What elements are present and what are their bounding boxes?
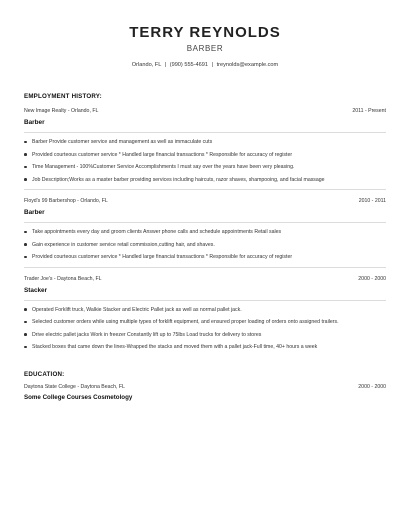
bullet-item — [24, 254, 386, 260]
job-bullets — [24, 139, 386, 183]
bullet-text: Job Description;Works as a master barber providing services including haircuts, razor shaves, shampooing, and facial massage — [32, 176, 325, 183]
bullet-icon — [24, 178, 27, 181]
resume-header — [24, 24, 386, 68]
education-degree: Some College Courses Cosmetology — [24, 394, 133, 401]
job-meta — [24, 276, 386, 282]
candidate-title: BARBER — [186, 44, 224, 53]
contact-line — [24, 62, 386, 68]
employment-heading: EMPLOYMENT HISTORY: — [24, 93, 102, 100]
divider — [24, 222, 386, 223]
job-bullets — [24, 307, 386, 351]
job-entry — [24, 276, 386, 351]
job-role: Stacker — [24, 286, 48, 294]
bullet-text: Stacked boxes that came down the lines-Wrapped the stacks and moved them with a pallet jack-Full time, 40+ hours a week — [32, 344, 318, 350]
bullet-text: Drive electric pallet jacks Work in freezer Constantly lift up to 75lbs Load trucks for delivery to stores — [32, 331, 262, 338]
job-entry — [24, 198, 386, 268]
contact-phone: (990) 555-4691 — [169, 62, 208, 68]
bullet-icon — [24, 346, 27, 349]
contact-separator: | — [164, 62, 167, 68]
bullet-icon — [24, 243, 27, 246]
bullet-icon — [24, 231, 27, 234]
candidate-name: TERRY REYNOLDS — [129, 24, 281, 41]
job-dates: 2011 - Present — [352, 108, 386, 114]
bullet-item — [24, 177, 386, 183]
job-company: Trader Joe's - Daytona Beach, FL — [24, 275, 102, 282]
bullet-icon — [24, 153, 27, 156]
bullet-text: Provided courteous customer service * Handled large financial transactions * Responsible for accuracy of register — [32, 254, 293, 260]
job-bullets — [24, 229, 386, 260]
contact-email[interactable]: treynolds@example.com — [216, 62, 279, 68]
education-meta — [24, 384, 386, 390]
contact-separator: | — [211, 62, 213, 68]
bullet-icon — [24, 141, 27, 144]
divider — [24, 189, 386, 190]
bullet-text: Barber Provide customer service and management as well as immaculate cuts — [32, 139, 213, 145]
bullet-icon — [24, 308, 27, 311]
bullet-item — [24, 307, 386, 313]
bullet-text: Time Management - 100%Customer Service Accomplishments I must say over the years have been very pleasing. — [32, 164, 295, 170]
bullet-item — [24, 344, 386, 350]
divider — [24, 300, 386, 301]
education-dates: 2000 - 2000 — [358, 384, 386, 390]
bullet-text: Gain experience in customer service retail commission,cutting hair, and shaves. — [32, 241, 215, 248]
bullet-item — [24, 332, 386, 338]
bullet-text: Take appointments every day and groom clients Answer phone calls and schedule appointments Retail sales — [32, 229, 282, 235]
bullet-item — [24, 319, 386, 325]
bullet-text: Provided courteous customer service * Handled large financial transactions * Responsible for accuracy of register — [32, 151, 293, 158]
job-role: Barber — [24, 209, 45, 216]
contact-location: Orlando, FL — [131, 62, 162, 68]
divider — [24, 132, 386, 133]
bullet-icon — [24, 321, 27, 324]
bullet-item — [24, 152, 386, 158]
bullet-item — [24, 164, 386, 170]
job-company: Floyd's 99 Barbershop - Orlando, FL — [24, 198, 108, 204]
bullet-text: Operated Forklift truck, Walkie Stacker and Electric Pallet jack as well as normal pallet jack. — [32, 306, 242, 313]
bullet-item — [24, 139, 386, 145]
bullet-icon — [24, 333, 27, 336]
job-dates: 2000 - 2000 — [358, 275, 386, 282]
bullet-icon — [24, 166, 27, 169]
bullet-icon — [24, 256, 27, 259]
job-dates: 2010 - 2011 — [358, 198, 386, 204]
divider — [24, 267, 386, 268]
job-meta — [24, 108, 386, 114]
job-entry — [24, 108, 386, 190]
bullet-item — [24, 242, 386, 248]
job-company: New Image Realty - Orlando, FL — [24, 108, 99, 114]
bullet-text: Selected customer orders while using multiple types of forklift equipment, and ensured proper loading of orders onto assigned trailers. — [32, 319, 339, 325]
job-meta — [24, 198, 386, 204]
education-heading: EDUCATION: — [24, 371, 65, 378]
bullet-item — [24, 229, 386, 235]
education-school: Daytona State College - Daytona Beach, FL — [24, 384, 125, 390]
job-role: Barber — [24, 119, 45, 126]
education-entry — [24, 384, 386, 401]
